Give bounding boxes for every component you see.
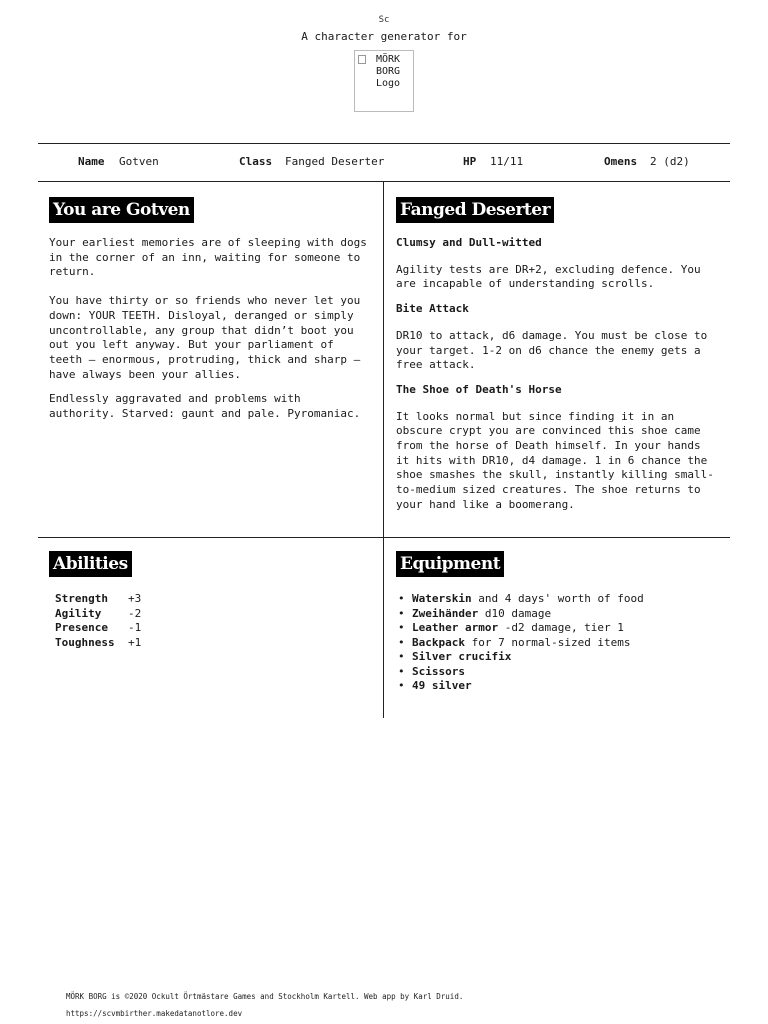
item-detail: and 4 days' worth of food xyxy=(471,592,644,605)
page-header xyxy=(0,14,768,112)
omens-value: 2 (d2) xyxy=(650,155,690,168)
divider-stats xyxy=(38,181,730,182)
list-item xyxy=(396,665,644,680)
list-item xyxy=(396,592,644,607)
feature-text: Agility tests are DR+2, excluding defence. You are incapable of understanding scrolls. xyxy=(396,262,701,291)
item-detail: for 7 normal-sized items xyxy=(464,635,631,649)
intro-section xyxy=(49,197,367,422)
app-title-fragment: Sc xyxy=(378,15,390,25)
item-name: 49 silver xyxy=(412,679,472,692)
column-divider-lower xyxy=(383,537,384,718)
broken-image-icon xyxy=(358,55,366,64)
abilities-section xyxy=(49,551,132,577)
logo xyxy=(354,50,414,112)
copyright-text: MÖRK BORG is ©2020 Ockult Örtmästare Games and Stockholm Kartell. Web app by Karl Druid. xyxy=(66,992,464,1001)
item-name: Silver crucifix xyxy=(412,650,512,663)
feature-name: Clumsy and Dull-witted xyxy=(396,236,542,249)
ability-name: Toughness xyxy=(55,635,115,649)
intro-title: You are Gotven xyxy=(49,197,194,223)
abilities-table xyxy=(55,592,141,650)
footer-url: https://scvmbirther.makedatanotlore.dev xyxy=(66,1009,243,1018)
page-footer xyxy=(66,988,463,1022)
hp-value: 11/11 xyxy=(490,155,524,168)
ability-value: +1 xyxy=(128,635,142,649)
abilities-title: Abilities xyxy=(49,551,132,577)
divider-middle xyxy=(38,537,730,538)
item-name: Zweihänder xyxy=(412,606,479,620)
hp-label: HP xyxy=(463,155,477,168)
list-item xyxy=(396,607,644,622)
tagline: A character generator for xyxy=(301,30,467,43)
divider-top xyxy=(38,143,730,144)
list-item xyxy=(396,621,644,636)
name-value: Gotven xyxy=(119,155,159,168)
intro-paragraph: Your earliest memories are of sleeping with dogs in the corner of an inn, waiting for someone to return. xyxy=(49,236,367,279)
ability-row xyxy=(55,636,141,651)
item-name: Scissors xyxy=(412,664,465,678)
class-label: Class xyxy=(239,155,273,168)
ability-row xyxy=(55,592,141,607)
ability-row xyxy=(55,607,141,622)
ability-value: -1 xyxy=(128,621,142,634)
feature-text: DR10 to attack, d6 damage. You must be close to your target. 1-2 on d6 chance the enemy gets a free attack. xyxy=(396,328,708,372)
name-label: Name xyxy=(78,155,105,168)
list-item xyxy=(396,636,644,651)
logo-alt-text: MÖRK BORG Logo xyxy=(375,54,401,89)
feature-name: The Shoe of Death's Horse xyxy=(396,382,562,396)
ability-name: Strength xyxy=(55,592,108,605)
ability-name: Agility xyxy=(55,606,102,620)
equipment-section xyxy=(396,551,504,577)
equipment-list xyxy=(396,592,644,694)
ability-value: +3 xyxy=(128,592,142,605)
list-item xyxy=(396,650,644,665)
column-divider-upper xyxy=(383,181,384,537)
item-name: Backpack xyxy=(412,635,465,649)
intro-paragraph: You have thirty or so friends who never let you down: YOUR TEETH. Disloyal, deranged or simply uncontrollable, any group that didn’t boot you out you left anyway. But your parliament of teeth — enormous, protruding, thick and sharp — have always been your allies. xyxy=(49,294,361,381)
list-item xyxy=(396,679,644,694)
item-name: Waterskin xyxy=(412,592,472,605)
class-section xyxy=(396,197,714,513)
item-detail: d10 damage xyxy=(478,606,552,620)
feature-name: Bite Attack xyxy=(396,302,469,316)
ability-value: -2 xyxy=(128,606,142,620)
ability-row xyxy=(55,621,141,636)
omens-label: Omens xyxy=(604,155,638,168)
item-detail: -d2 damage, tier 1 xyxy=(498,621,624,634)
stats-row xyxy=(0,155,768,169)
intro-paragraph: Endlessly aggravated and problems with authority. Starved: gaunt and pale. Pyromaniac. xyxy=(49,392,361,421)
ability-name: Presence xyxy=(55,621,108,634)
feature-text: It looks normal but since finding it in an obscure crypt you are convinced this shoe came from the horse of Death himself. In your hands it hits with DR10, d4 damage. 1 in 6 chance the shoe smashes the skull, instantly killing small-to-medium sized creatures. The shoe returns to your hand like a boomerang. xyxy=(396,409,714,511)
equipment-title: Equipment xyxy=(396,551,504,577)
item-name: Leather armor xyxy=(412,621,499,634)
class-title: Fanged Deserter xyxy=(396,197,554,223)
class-value: Fanged Deserter xyxy=(285,155,385,168)
